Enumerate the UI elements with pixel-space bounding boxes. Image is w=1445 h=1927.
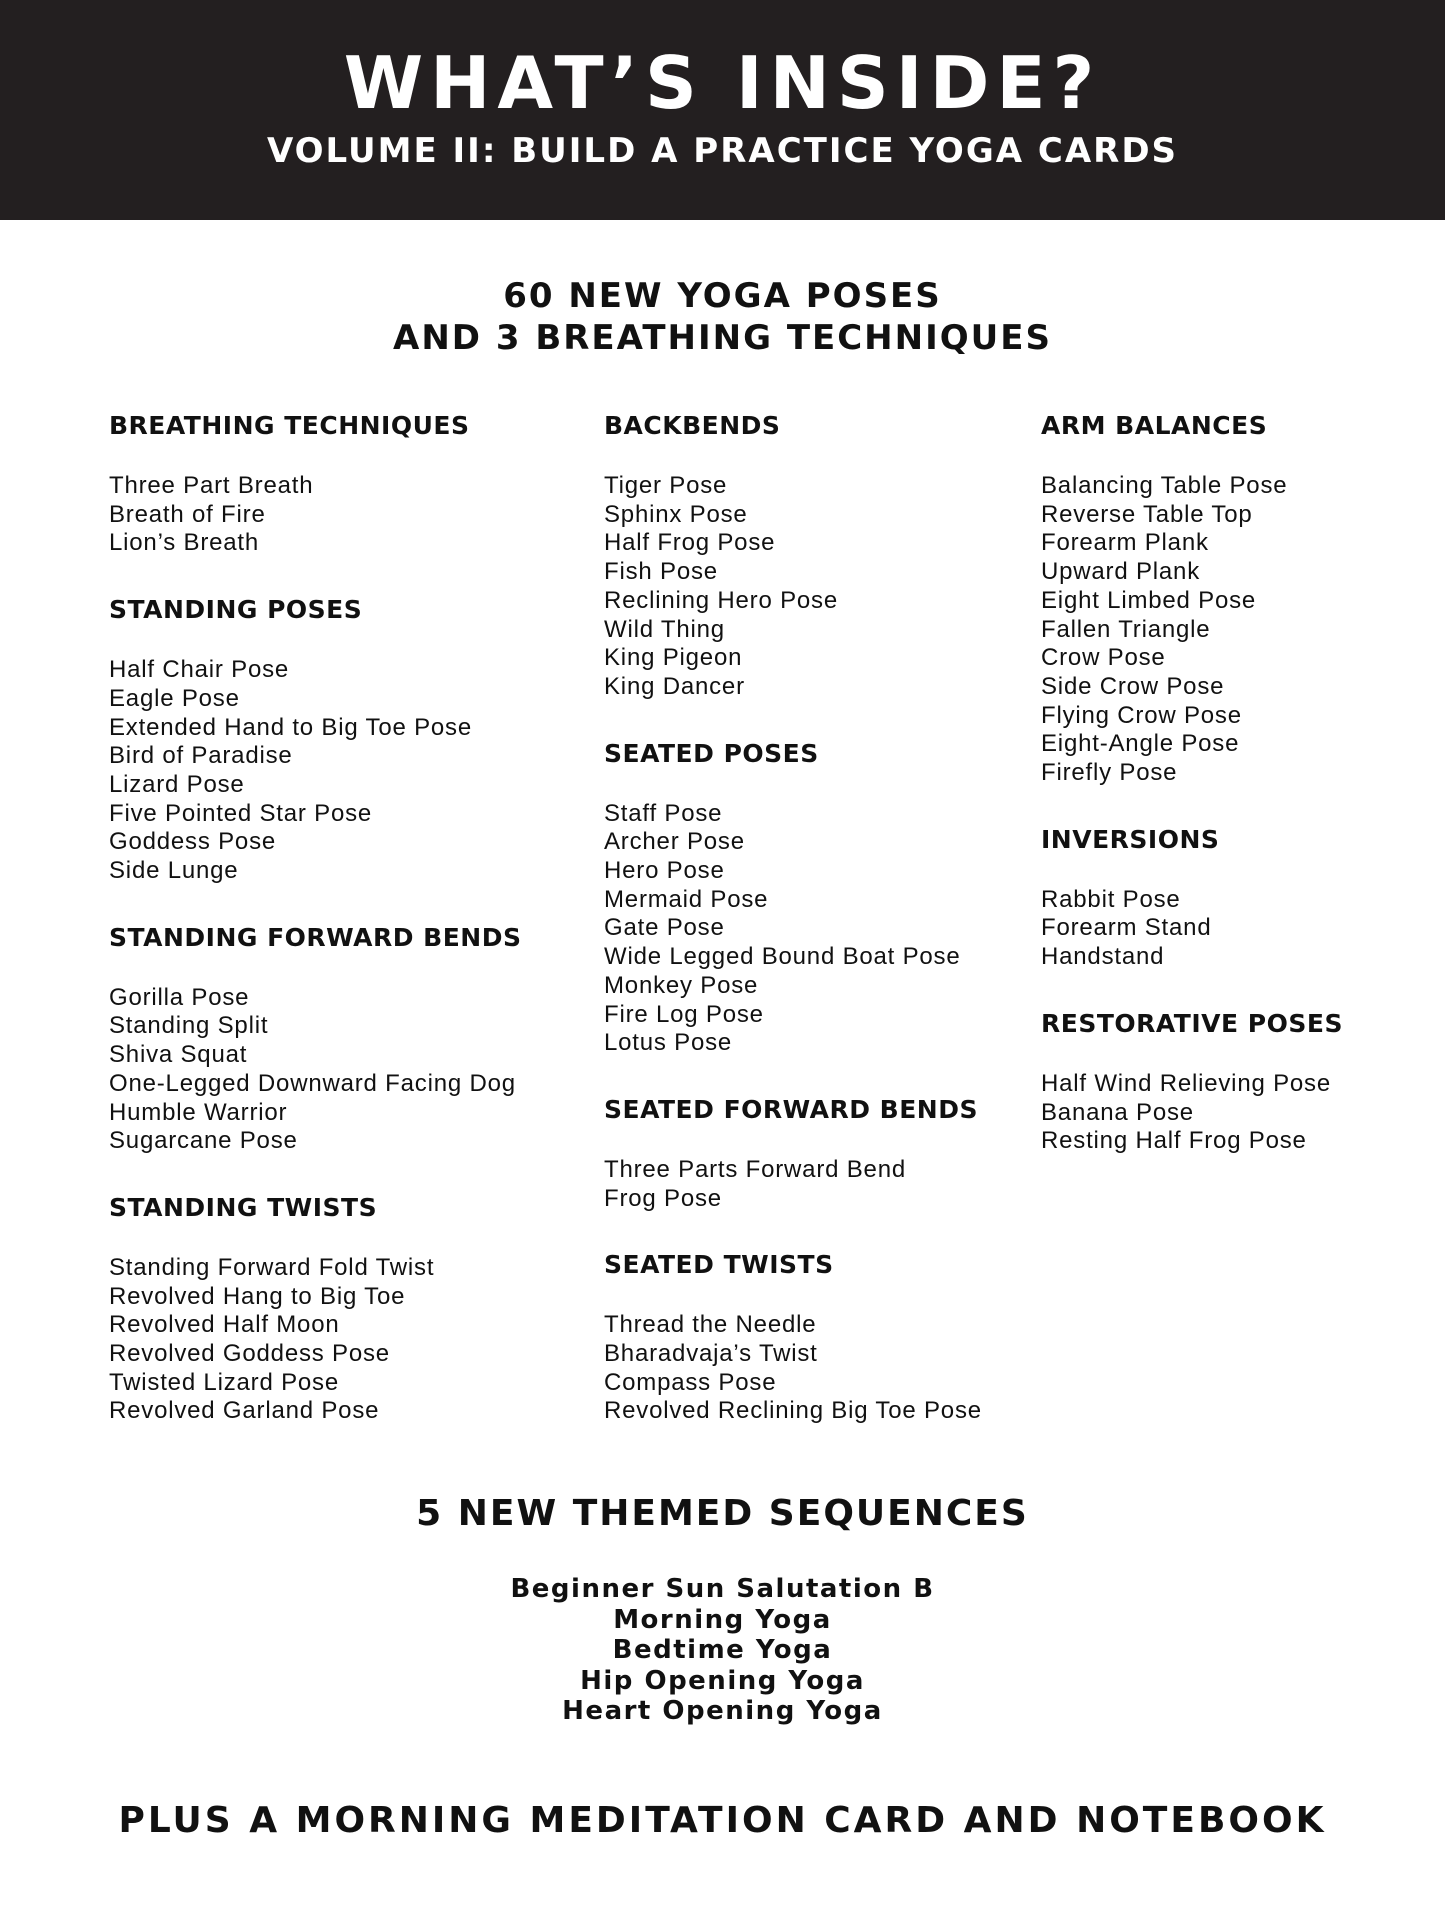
pose-item: Mermaid Pose: [604, 885, 769, 913]
pose-list: [1041, 472, 1421, 788]
section-heading: ARM BALANCES: [1041, 411, 1268, 440]
pose-item: Lizard Pose: [109, 770, 245, 798]
pose-item: Archer Pose: [604, 828, 745, 856]
section-backbends: [604, 408, 1024, 702]
pose-item: Monkey Pose: [604, 971, 759, 999]
pose-item: Rabbit Pose: [1041, 885, 1181, 913]
pose-item: Wide Legged Bound Boat Pose: [604, 943, 961, 971]
pose-item: Handstand: [1041, 943, 1165, 971]
pose-item: Half Wind Relieving Pose: [1041, 1069, 1331, 1097]
pose-list: [109, 656, 549, 886]
pose-item: Wild Thing: [604, 615, 725, 643]
pose-item: Forearm Plank: [1041, 529, 1209, 557]
pose-list: [109, 472, 549, 558]
pose-item: Revolved Garland Pose: [109, 1397, 380, 1425]
section-heading: STANDING POSES: [109, 595, 363, 625]
pose-item: Revolved Goddess Pose: [109, 1340, 390, 1368]
pose-item: Gorilla Pose: [109, 983, 250, 1011]
pose-item: Frog Pose: [604, 1184, 722, 1212]
pose-item: Banana Pose: [1041, 1098, 1194, 1126]
pose-item: King Dancer: [604, 672, 745, 700]
pose-item: Three Part Breath: [109, 472, 314, 499]
pose-item: Hero Pose: [604, 857, 725, 885]
pose-list: [1041, 886, 1421, 972]
pose-list: [604, 1156, 1024, 1213]
section-breathing-techniques: [109, 408, 549, 558]
pose-item: Breath of Fire: [109, 500, 266, 528]
section-standing-poses: [109, 592, 549, 886]
section-heading: RESTORATIVE POSES: [1041, 1008, 1343, 1038]
pose-item: Side Lunge: [109, 857, 239, 885]
pose-item: Revolved Hang to Big Toe: [109, 1282, 406, 1310]
section-seated-forward-bends: [604, 1092, 1024, 1213]
pose-list: [109, 984, 549, 1156]
pose-column-1: [109, 408, 549, 1460]
section-heading: BREATHING TECHNIQUES: [109, 411, 470, 440]
pose-item: Revolved Reclining Big Toe Pose: [604, 1397, 982, 1425]
sequence-item: Heart Opening Yoga: [562, 1696, 883, 1726]
section-seated-twists: [604, 1247, 1024, 1426]
page-subtitle: VOLUME II: BUILD A PRACTICE YOGA CARDS: [266, 131, 1179, 171]
section-heading: SEATED POSES: [604, 738, 819, 768]
pose-item: Fallen Triangle: [1041, 615, 1211, 643]
sequence-item: Hip Opening Yoga: [580, 1665, 865, 1696]
sequence-item: Bedtime Yoga: [612, 1635, 833, 1665]
section-standing-twists: [109, 1190, 549, 1426]
pose-item: Side Crow Pose: [1041, 672, 1225, 700]
pose-column-3: [1041, 408, 1421, 1190]
pose-item: Reclining Hero Pose: [604, 586, 838, 614]
pose-item: Fire Log Pose: [604, 1000, 764, 1028]
pose-item: Crow Pose: [1041, 644, 1166, 672]
pose-item: Lion’s Breath: [109, 529, 260, 557]
pose-list: [604, 800, 1024, 1058]
section-seated-poses: [604, 736, 1024, 1058]
poses-headline: [0, 275, 1445, 359]
section-heading: STANDING FORWARD BENDS: [109, 922, 522, 952]
pose-item: Balancing Table Pose: [1041, 472, 1288, 499]
pose-item: Revolved Half Moon: [109, 1311, 340, 1339]
pose-list: [604, 1311, 1024, 1426]
pose-item: Half Frog Pose: [604, 529, 776, 557]
pose-item: Tiger Pose: [604, 472, 728, 499]
pose-item: Thread the Needle: [604, 1311, 817, 1339]
sequences-heading: 5 NEW THEMED SEQUENCES: [416, 1493, 1029, 1534]
pose-item: Twisted Lizard Pose: [109, 1368, 339, 1396]
section-heading: SEATED TWISTS: [604, 1250, 834, 1280]
section-inversions: [1041, 822, 1421, 972]
pose-item: Compass Pose: [604, 1368, 777, 1396]
pose-item: Firefly Pose: [1041, 759, 1178, 787]
pose-item: Bharadvaja’s Twist: [604, 1340, 818, 1368]
pose-item: Shiva Squat: [109, 1041, 248, 1069]
pose-column-2: [604, 408, 1024, 1460]
pose-item: Three Parts Forward Bend: [604, 1155, 906, 1183]
sequence-item: Morning Yoga: [613, 1604, 832, 1635]
pose-item: Bird of Paradise: [109, 742, 293, 770]
pose-item: Resting Half Frog Pose: [1041, 1127, 1307, 1155]
pose-item: Flying Crow Pose: [1041, 701, 1242, 729]
section-restorative-poses: [1041, 1006, 1421, 1156]
pose-item: Upward Plank: [1041, 558, 1201, 586]
pose-list: [604, 472, 1024, 702]
pose-item: Gate Pose: [604, 914, 725, 942]
sequence-list: [0, 1574, 1445, 1727]
section-heading: BACKBENDS: [604, 411, 781, 440]
pose-item: Goddess Pose: [109, 828, 277, 856]
pose-item: Reverse Table Top: [1041, 500, 1253, 528]
poses-headline-line-2: AND 3 BREATHING TECHNIQUES: [393, 318, 1052, 358]
pose-item: Half Chair Pose: [109, 656, 290, 684]
sequence-item: Beginner Sun Salutation B: [510, 1574, 935, 1604]
pose-item: Forearm Stand: [1041, 914, 1212, 942]
section-standing-forward-bends: [109, 920, 549, 1156]
pose-item: Humble Warrior: [109, 1098, 288, 1126]
pose-item: King Pigeon: [604, 644, 743, 672]
header-banner: [0, 0, 1445, 220]
section-heading: SEATED FORWARD BENDS: [604, 1094, 978, 1124]
pose-item: One-Legged Downward Facing Dog: [109, 1069, 516, 1097]
pose-list: [109, 1254, 549, 1426]
section-heading: STANDING TWISTS: [109, 1192, 378, 1222]
section-arm-balances: [1041, 408, 1421, 788]
section-heading: INVERSIONS: [1041, 824, 1220, 854]
pose-item: Eight Limbed Pose: [1041, 586, 1257, 614]
pose-item: Eagle Pose: [109, 684, 240, 712]
pose-item: Standing Split: [109, 1012, 269, 1040]
pose-item: Eight-Angle Pose: [1041, 730, 1240, 758]
pose-item: Extended Hand to Big Toe Pose: [109, 713, 472, 741]
pose-item: Fish Pose: [604, 558, 718, 586]
pose-list: [1041, 1070, 1421, 1156]
pose-item: Lotus Pose: [604, 1029, 733, 1057]
pose-item: Standing Forward Fold Twist: [109, 1253, 435, 1281]
pose-item: Sugarcane Pose: [109, 1127, 298, 1155]
footer-note: PLUS A MORNING MEDITATION CARD AND NOTEBOOK: [118, 1800, 1327, 1841]
pose-item: Five Pointed Star Pose: [109, 799, 373, 827]
poses-headline-line-1: 60 NEW YOGA POSES: [503, 276, 942, 316]
pose-item: Staff Pose: [604, 799, 723, 827]
page-title: WHAT’S INSIDE?: [343, 41, 1102, 125]
pose-item: Sphinx Pose: [604, 500, 748, 528]
